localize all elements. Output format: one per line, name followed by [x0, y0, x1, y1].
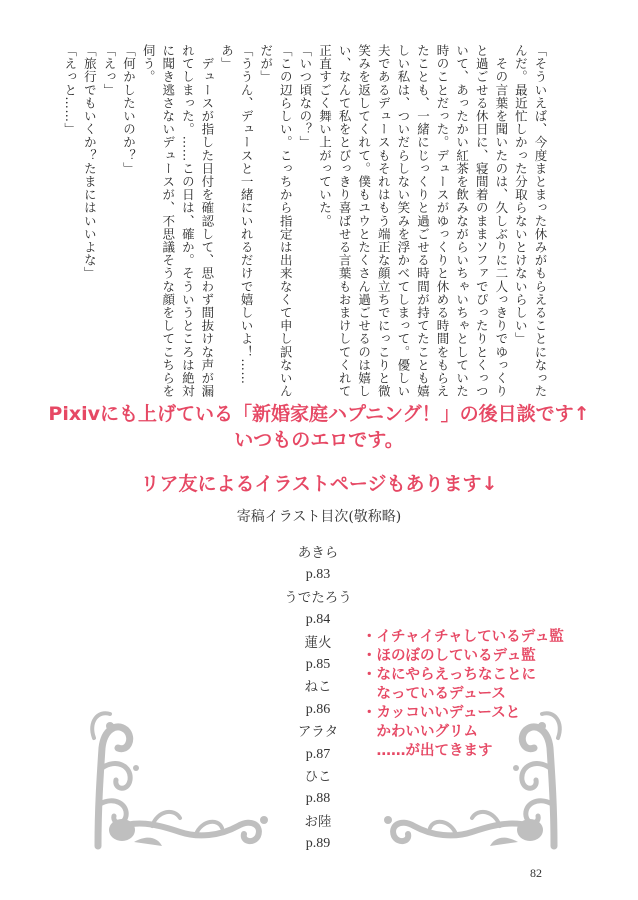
feature-note: なっているデュース: [362, 686, 506, 702]
announcement-line: Pixivにも上げている「新婚家庭ハプニング！」の後日談です↑: [48, 403, 590, 425]
feature-note: かわいいグリム: [362, 724, 478, 740]
prose-paragraph: 「ううん、デュースと一緒にいれるだけで嬉しいよ！……あ」: [219, 44, 255, 385]
toc-artist: ひこ: [304, 769, 332, 786]
feature-note: ・イチャイチャしているデュ監: [362, 629, 564, 645]
toc-page: p.84: [305, 612, 331, 628]
feature-note: ・ほのぼのしているデュ監: [362, 648, 536, 664]
toc-artist: アラタ: [297, 724, 339, 741]
flourish-ornament-right: [382, 708, 560, 848]
toc-artist: ねこ: [304, 679, 332, 696]
vertical-prose: [62, 44, 550, 400]
toc-page: p.88: [305, 791, 331, 807]
prose-paragraph: その言葉を聞いたのは、久しぶりに二人っきりでゆっくりと過ごせる休日に、寝間着のままソファでぴったりとくっついて、あったかい紅茶を飲みながらいちゃいちゃとしていた時のことだった。デュースがゆっくりと休める時間をもらえたことも、一緒にじっくりと過ごせる時間が持てたことも嬉しい私は、ついだらしない笑みを浮かべてしまって。優しい夫であるデュースもそれはもう端正な顔立ちでにっこりと微笑みを返してくれて。僕もユウとたくさん過ごせるのは嬉しい、なんて私をとびっきり喜ばせる言葉もおまけしてくれて正直すごく舞い上がっていた。: [317, 44, 509, 398]
prose-paragraph: 「えっと……」: [62, 44, 78, 136]
feature-note: ・カッコいいデュースと: [362, 705, 521, 721]
feature-note: ……が出てきます: [362, 743, 493, 759]
prose-paragraph: デュースが指した日付を確認して、思わず間抜けな声が漏れてしまった。……この日は、確か。そういうところは絶対に聞き逃さないデュースが、不思議そうな顔をしてこちらを伺う。: [141, 44, 215, 398]
flourish-ornament-left: [92, 708, 270, 848]
toc-artist: お陸: [304, 813, 332, 830]
toc-page: p.86: [305, 701, 331, 717]
prose-paragraph: 「そういえば、今度まとまった休みがもらえることになったんだ。最近忙しかった分取らないとけないらしい」: [513, 44, 548, 398]
prose-paragraph: 「いつ頃なの？」: [297, 44, 313, 149]
prose-paragraph: 「旅行でもいくか？たまにはいいよな」: [82, 44, 98, 280]
prose-paragraph: 「この辺らしい。こっちから指定は出来なくて申し訳ないんだが」: [258, 44, 294, 398]
toc-title: 寄稿イラスト目次(敬称略): [236, 509, 402, 525]
toc-page: p.83: [305, 567, 331, 583]
announcement-line: リア友によるイラストページもあります↓: [140, 473, 498, 495]
toc-artist: あきら: [297, 545, 339, 561]
toc-artist: うでたろう: [284, 589, 352, 606]
toc-artist: 蓮火: [304, 634, 332, 651]
toc-page: p.87: [305, 746, 331, 762]
toc-page: p.89: [305, 836, 331, 852]
prose-paragraph: 「何かしたいのか？」: [121, 44, 137, 175]
toc-page: p.85: [305, 657, 331, 673]
announcement-line: いつものエロです。: [234, 429, 404, 451]
page-number: 82: [530, 866, 542, 880]
feature-note: ・なにやらえっちなことに: [362, 667, 536, 683]
prose-paragraph: 「えっ」: [101, 44, 117, 97]
